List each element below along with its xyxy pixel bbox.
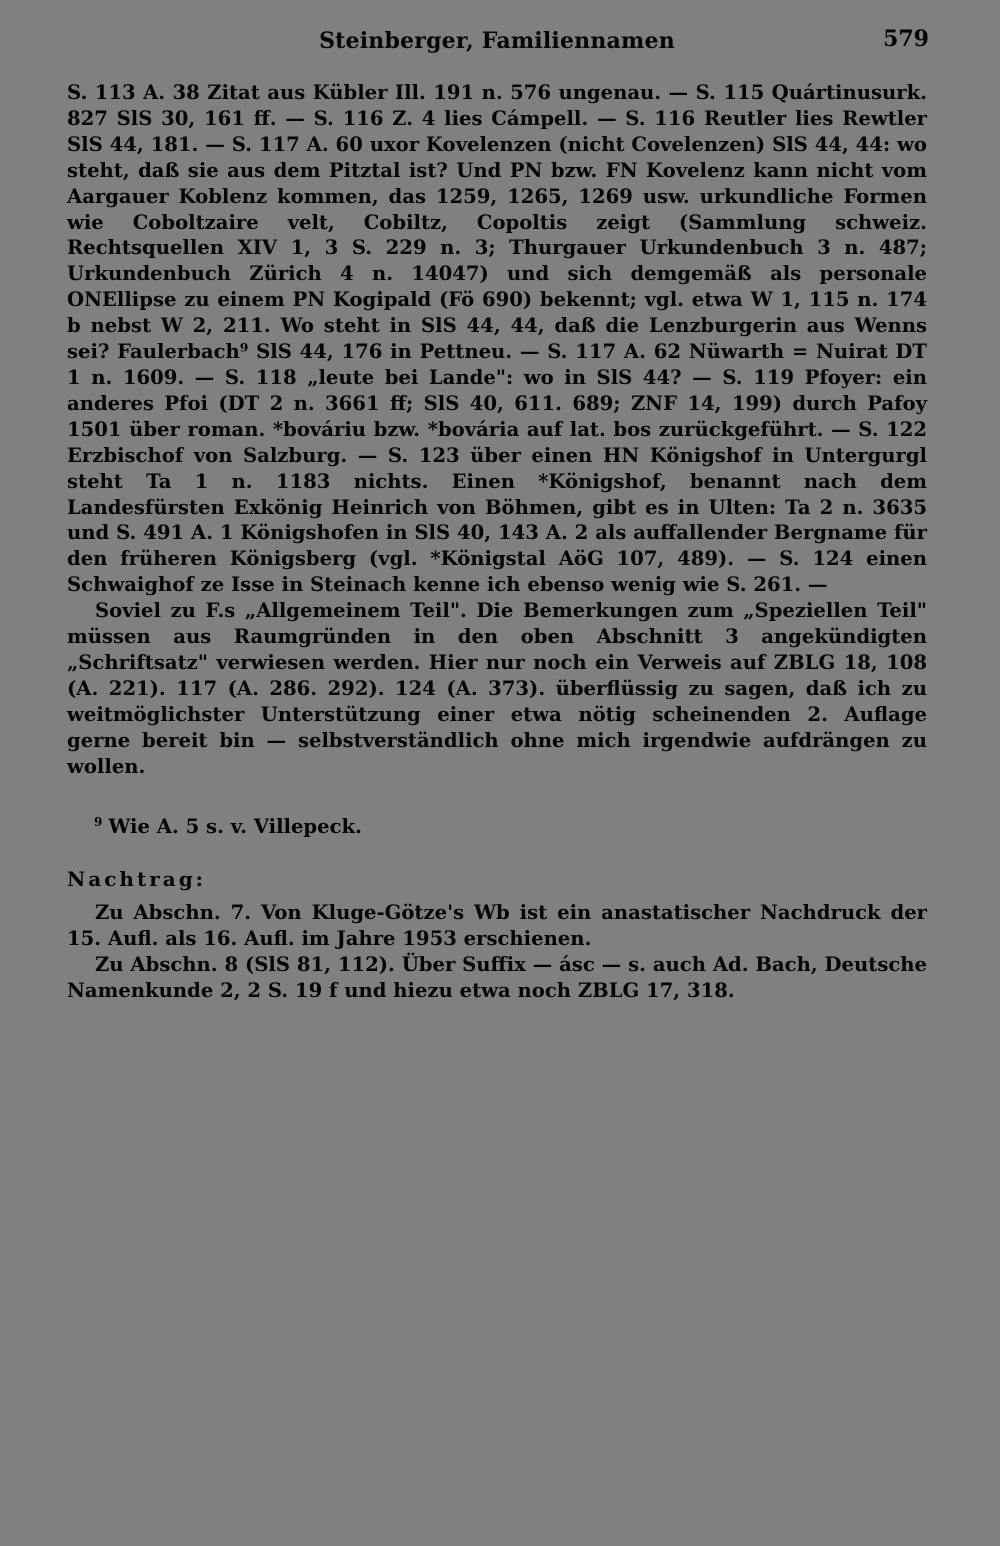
body-text	[67, 80, 927, 779]
running-title: Steinberger, Familiennamen	[319, 28, 675, 54]
footnote-text: Wie A. 5 s. v. Villepeck.	[108, 815, 362, 839]
addendum-section	[67, 866, 927, 1004]
footnote	[67, 809, 927, 840]
body-paragraph: S. 113 A. 38 Zitat aus Kübler Ill. 191 n. 576 ungenau. — S. 115 Quártinusurk. 827 SlS 30, 161 ff. — S. 116 Z. 4 lies Cámpell. — S. 116 Reutler lies Rewtler SlS 44, 181. — S. 117 A. 60 uxor Kovelenzen (nicht Covelenzen) SlS 44, 44: wo steht, daß sie aus dem Pitztal ist? Und PN bzw. FN Kovelenz kann nicht vom Aargauer Koblenz kommen, das 1259, 1265, 1269 usw. urkundliche Formen wie Coboltzaire velt, Cobiltz, Copoltis zeigt (Sammlung schweiz. Rechtsquellen XIV 1, 3 S. 229 n. 3; Thurgauer Urkundenbuch 3 n. 487; Urkundenbuch Zürich 4 n. 14047) und sich demgemäß als personale ONEllipse zu einem PN Kogipald (Fö 690) bekennt; vgl. etwa W 1, 115 n. 174 b nebst W 2, 211. Wo steht in SlS 44, 44, daß die Lenzburgerin aus Wenns sei? Faulerbach⁹ SlS 44, 176 in Pettneu. — S. 117 A. 62 Nüwarth = Nuirat DT 1 n. 1609. — S. 118 „leute bei Lande": wo in SlS 44? — S. 119 Pfoyer: ein anderes Pfoi (DT 2 n. 3661 ff; SlS 40, 611. 689; ZNF 14, 199) durch Pafoy 1501 über roman. *bováriu bzw. *bovária auf lat. bos zurückgeführt. — S. 122 Erzbischof von Salzburg. — S. 123 über einen HN Königshof in Untergurgl steht Ta 1 n. 1183 nichts. Einen *Königshof, benannt nach dem Landesfürsten Exkönig Heinrich von Böhmen, gibt es in Ulten: Ta 2 n. 3635 und S. 491 A. 1 Königshofen in SlS 40, 143 A. 2 als auffallender Bergname für den früheren Königsberg (vgl. *Königstal AöG 107, 489). — S. 124 einen Schwaighof ze Isse in Steinach kenne ich ebenso wenig wie S. 261. —	[67, 81, 927, 597]
page-number: 579	[883, 26, 929, 52]
addendum-heading: Nachtrag:	[67, 867, 207, 892]
addendum-item: Zu Abschn. 7. Von Kluge-Götze's Wb ist ein anastatischer Nachdruck der 15. Aufl. als 16. Aufl. im Jahre 1953 erschienen.	[67, 901, 927, 951]
running-header	[67, 22, 927, 62]
book-page	[67, 22, 927, 1004]
footnote-marker: 9	[94, 815, 103, 830]
addendum-item: Zu Abschn. 8 (SlS 81, 112). Über Suffix — ásc — s. auch Ad. Bach, Deutsche Namenkunde 2, 2 S. 19 f und hiezu etwa noch ZBLG 17, 318.	[67, 953, 927, 1003]
body-paragraph: Soviel zu F.s „Allgemeinem Teil". Die Bemerkungen zum „Speziellen Teil" müssen aus Raumgründen in den oben Abschnitt 3 angekündigten „Schriftsatz" verwiesen werden. Hier nur noch ein Verweis auf ZBLG 18, 108 (A. 221). 117 (A. 286. 292). 124 (A. 373). überflüssig zu sagen, daß ich zu weitmöglichster Unterstützung einer etwa nötig scheinenden 2. Auflage gerne bereit bin — selbstverständlich ohne mich irgendwie aufdrängen zu wollen.	[67, 599, 927, 778]
